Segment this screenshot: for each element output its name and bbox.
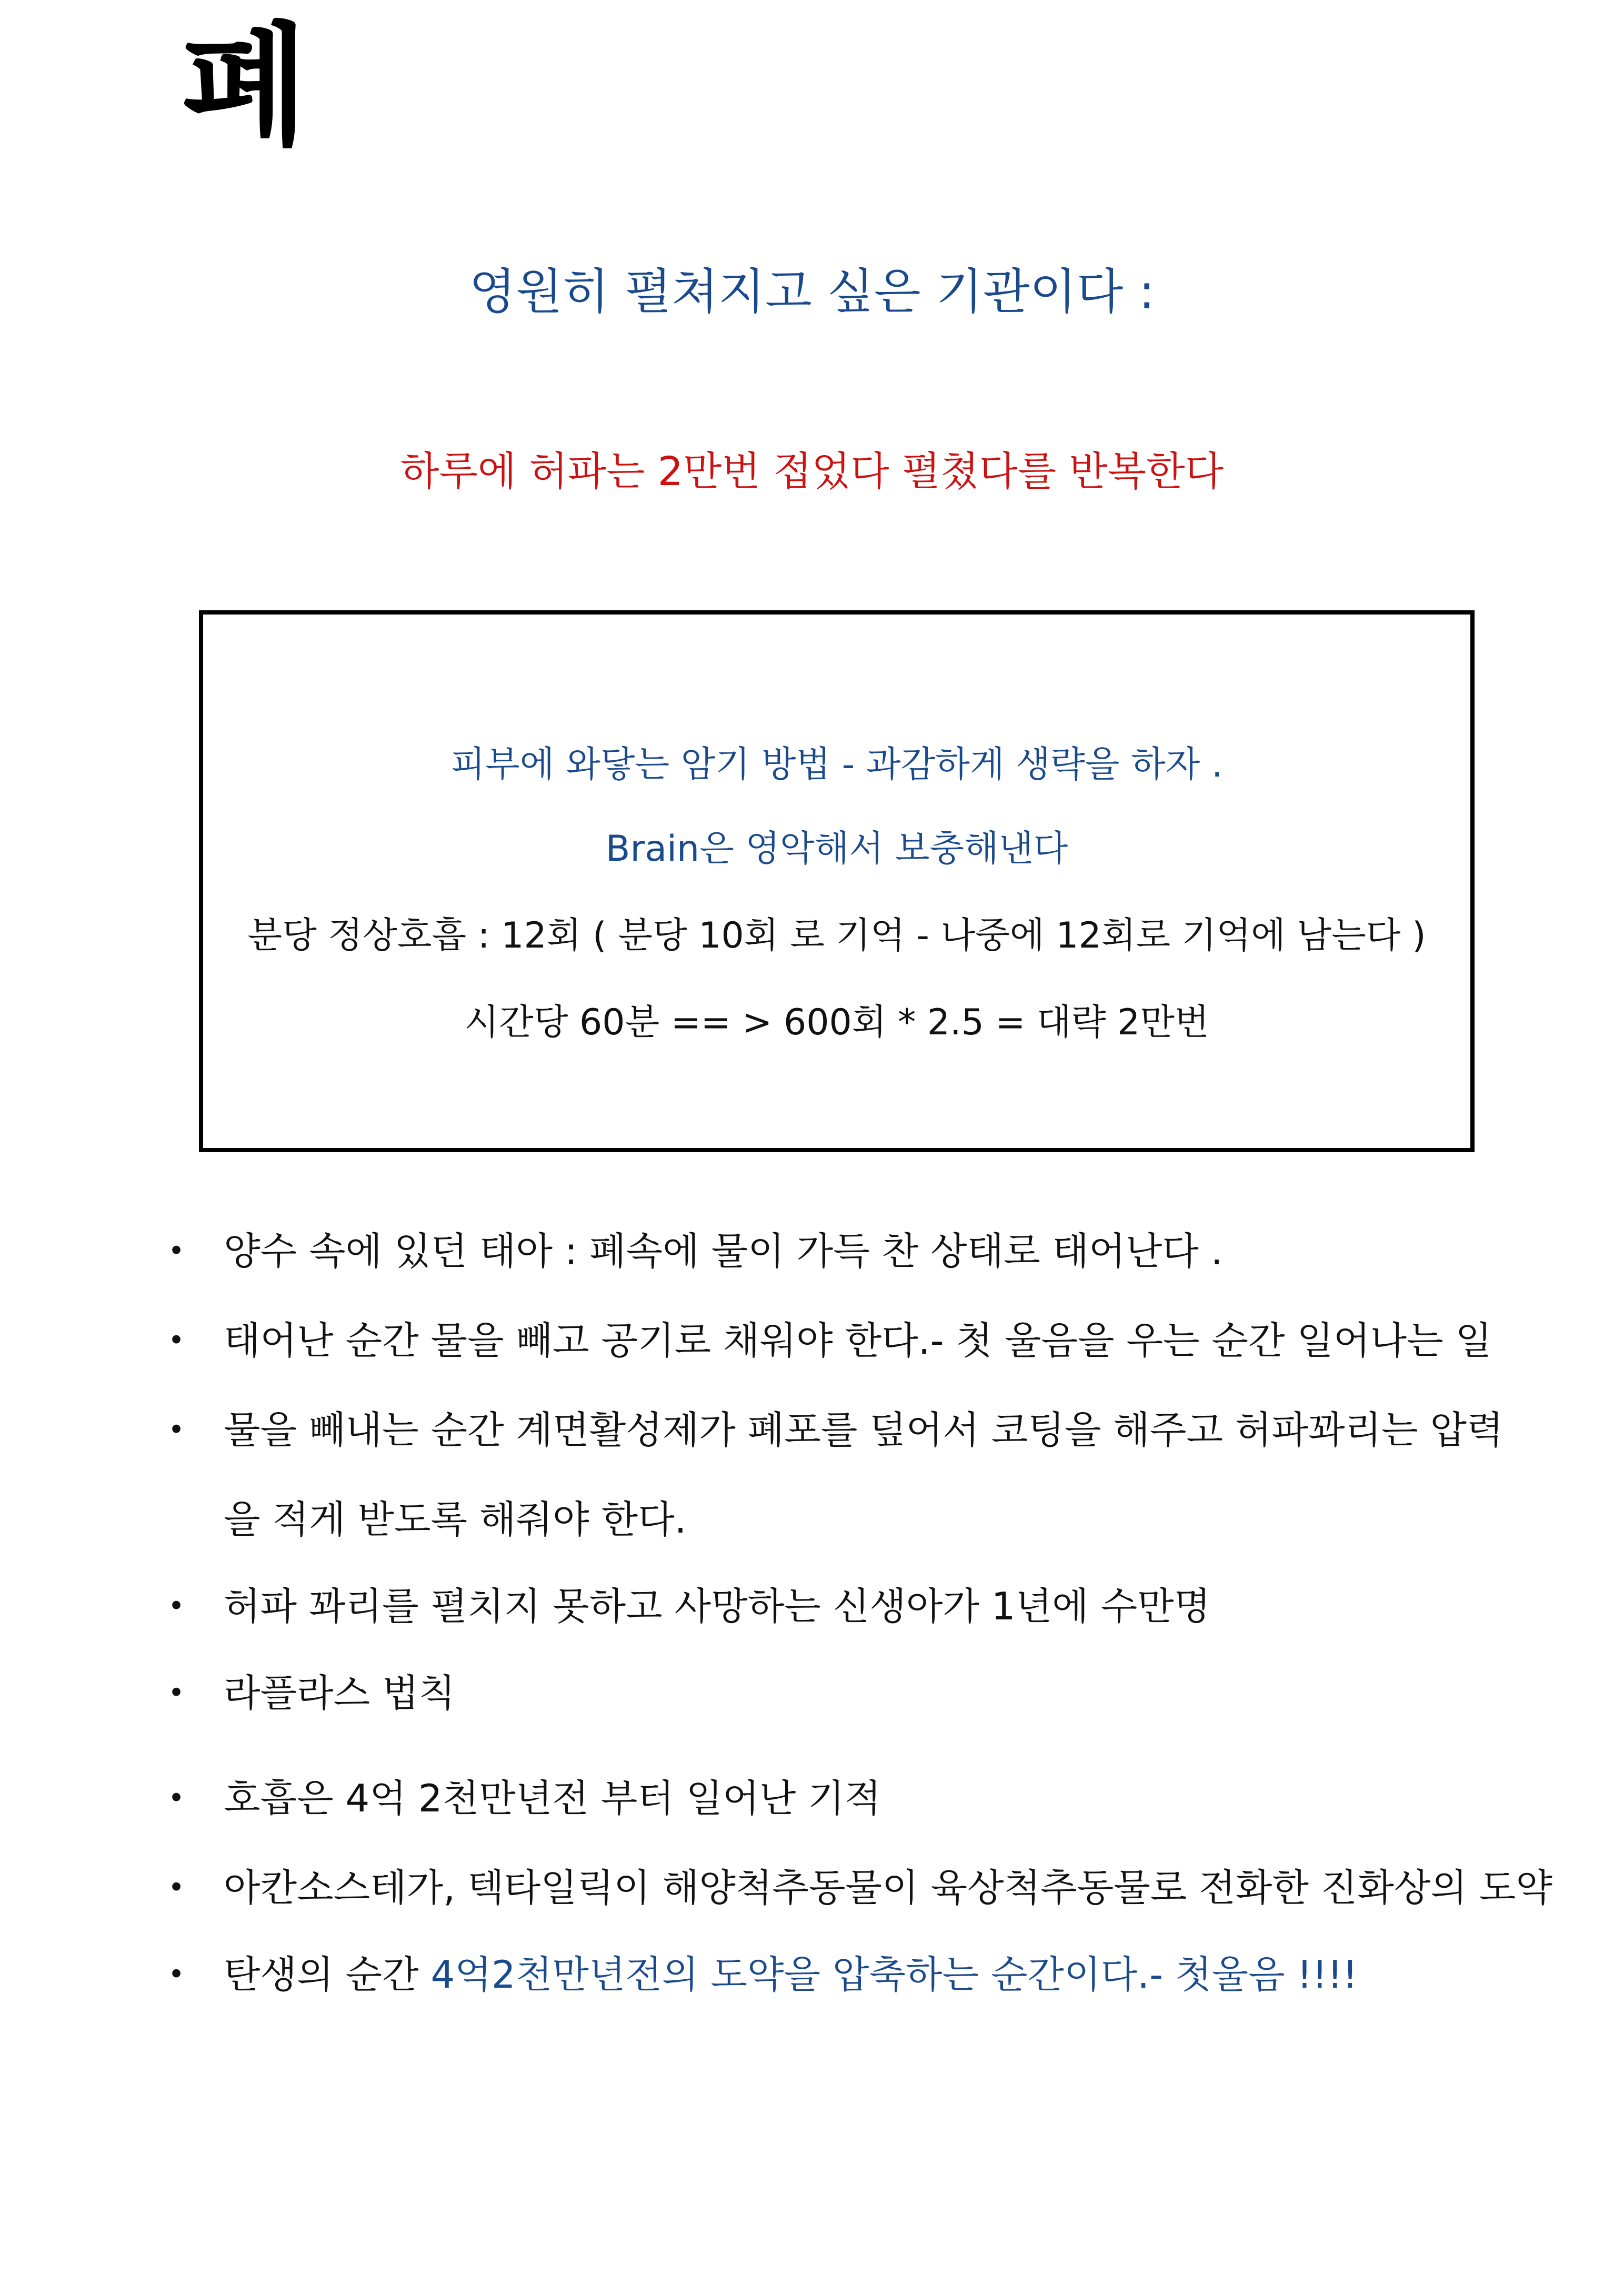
list-item-text <box>224 1952 1358 1997</box>
box-line-breathing-rate: 분당 정상호흡 : 12회 ( 분당 10회 로 기억 - 나중에 12회로 기억에 남는다 ) <box>247 915 1426 956</box>
list-item-continuation: 을 적게 받도록 해줘야 한다. <box>224 1497 687 1542</box>
bullet-marker: • <box>168 1676 185 1709</box>
bullet-marker: • <box>168 1324 185 1357</box>
page-title: 폐 <box>182 10 309 163</box>
birth-moment-label: 탄생의 순간 <box>224 1952 431 1997</box>
bullet-marker: • <box>168 1589 185 1623</box>
list-item-text: 태어난 순간 물을 빼고 공기로 채워야 한다.- 첫 울음을 우는 순간 일어나는 일 <box>224 1318 1492 1363</box>
highlight-statement: 하루에 허파는 2만번 접었다 펼쳤다를 반복한다 <box>400 448 1224 495</box>
box-line-memory-method: 피부에 와닿는 암기 방법 - 과감하게 생략을 하자 . <box>450 744 1223 786</box>
bullet-marker: • <box>168 1781 185 1815</box>
bullet-marker: • <box>168 1234 185 1267</box>
subtitle: 영원히 펼쳐지고 싶은 기관이다 : <box>469 264 1155 320</box>
list-item-text: 양수 속에 있던 태아 : 폐속에 물이 가득 찬 상태로 태어난다 . <box>224 1229 1223 1273</box>
list-item-text: 호흡은 4억 2천만년전 부터 일어난 기적 <box>224 1776 881 1820</box>
list-item-text: 허파 꽈리를 펼치지 못하고 사망하는 신생아가 1년에 수만명 <box>224 1584 1211 1628</box>
bullet-marker: • <box>168 1958 185 1991</box>
birth-moment-emphasis: 4억2천만년전의 도약을 압축하는 순간이다.- 첫울음 !!!! <box>430 1952 1358 1997</box>
box-line-brain: Brain은 영악해서 보충해낸다 <box>605 828 1068 870</box>
list-item-text: 물을 빼내는 순간 계면활성제가 폐포를 덮어서 코팅을 해주고 허파꽈리는 압력 <box>224 1408 1503 1452</box>
bullet-marker: • <box>168 1413 185 1446</box>
bullet-marker: • <box>168 1871 185 1904</box>
box-line-calculation: 시간당 60분 == > 600회 * 2.5 = 대략 2만번 <box>464 1002 1209 1043</box>
list-item-text: 라플라스 법칙 <box>224 1671 456 1715</box>
list-item-text: 아칸소스테가, 텍타일릭이 해양척추동물이 육상척추동물로 전화한 진화상의 도약 <box>224 1866 1552 1910</box>
memory-tip-box <box>199 610 1475 1152</box>
